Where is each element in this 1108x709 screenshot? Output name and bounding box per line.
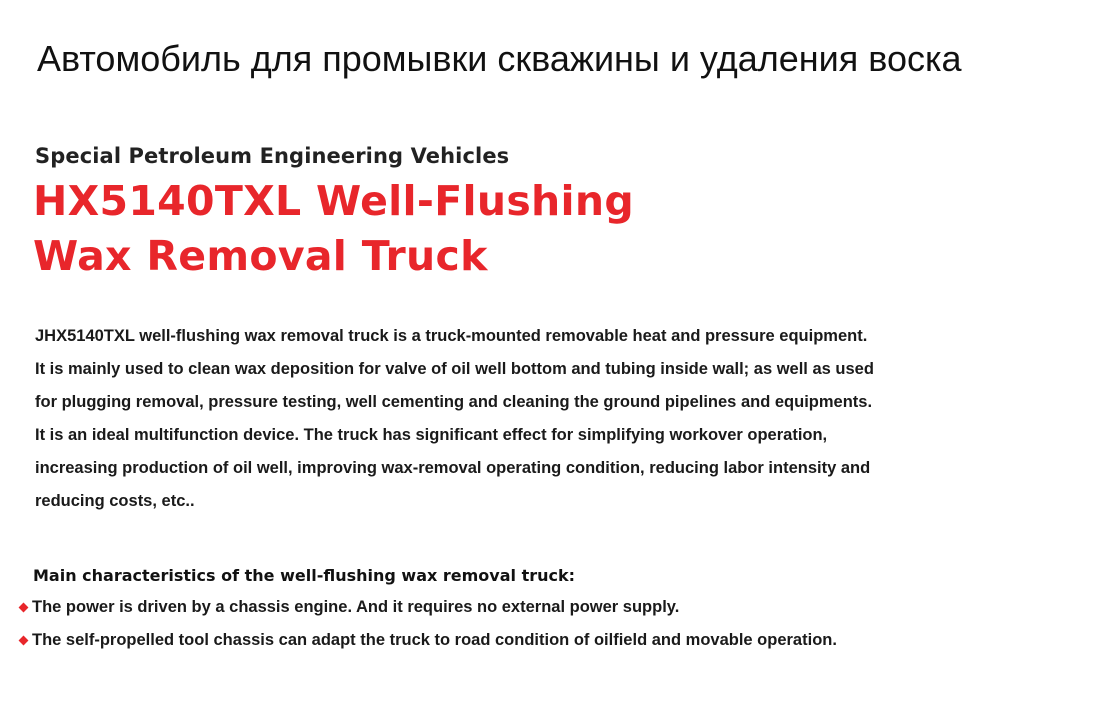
slide-title: Автомобиль для промывки скважины и удаления воска	[37, 38, 962, 79]
characteristic-item	[20, 624, 1020, 657]
characteristic-text: The power is driven by a chassis engine. And it requires no external power supply.	[32, 598, 680, 616]
characteristic-item	[20, 591, 1020, 624]
description-paragraph	[35, 320, 1005, 518]
characteristic-text: The self-propelled tool chassis can adapt the truck to road condition of oilfield and movable operation.	[32, 631, 837, 649]
description-line: JHX5140TXL well-flushing wax removal truck is a truck-mounted removable heat and pressure equipment.	[35, 327, 868, 345]
description-line: It is an ideal multifunction device. The truck has significant effect for simplifying workover operation,	[35, 426, 828, 444]
diamond-bullet-icon	[19, 636, 29, 646]
description-line: increasing production of oil well, improving wax-removal operating condition, reducing labor intensity and	[35, 459, 871, 477]
characteristics-section	[20, 561, 1020, 657]
product-title	[33, 174, 634, 284]
product-title-line-2: Wax Removal Truck	[33, 232, 488, 280]
diamond-bullet-icon	[19, 603, 29, 613]
description-line: It is mainly used to clean wax deposition for valve of oil well bottom and tubing inside wall; as well as used	[35, 360, 874, 378]
characteristics-heading: Main characteristics of the well-flushing wax removal truck:	[33, 566, 576, 585]
description-line: for plugging removal, pressure testing, well cementing and cleaning the ground pipelines and equipments.	[35, 393, 873, 411]
description-line: reducing costs, etc..	[35, 492, 195, 510]
product-title-line-1: HX5140TXL Well-Flushing	[33, 177, 635, 225]
category-heading: Special Petroleum Engineering Vehicles	[35, 144, 510, 168]
